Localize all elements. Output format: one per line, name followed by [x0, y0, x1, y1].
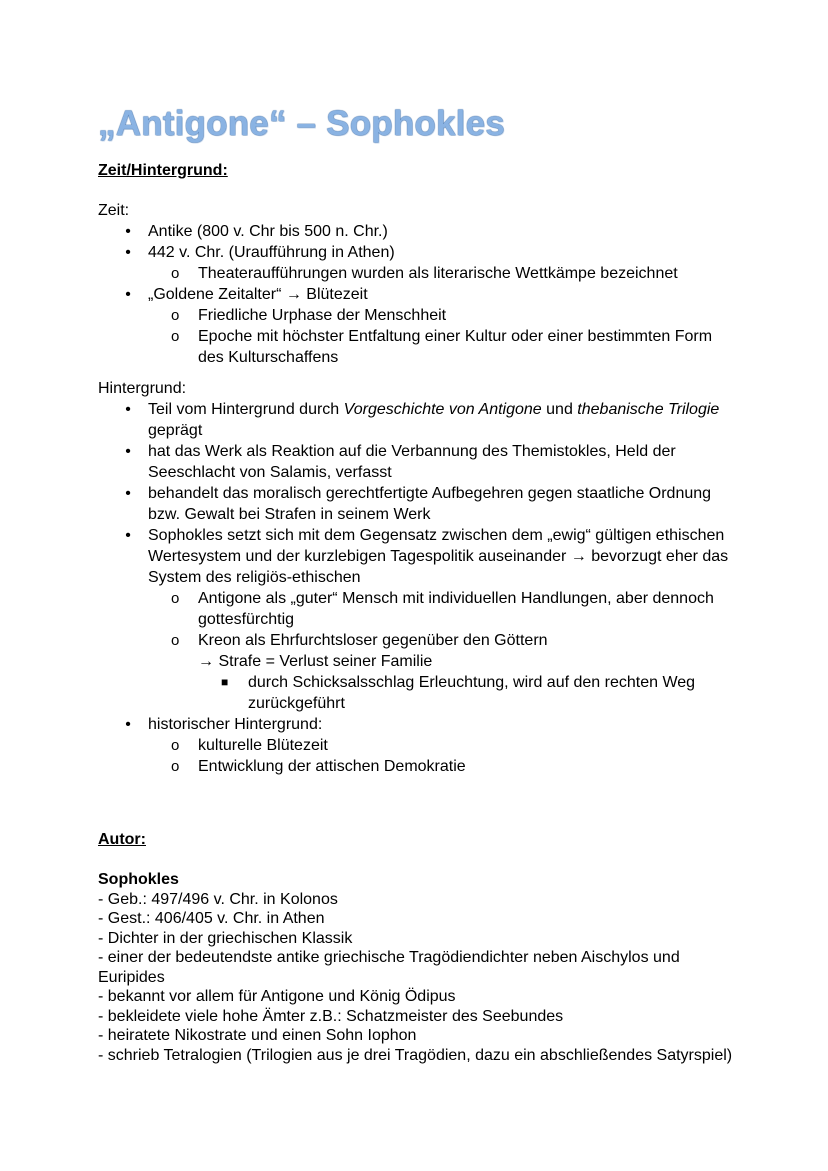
bullet-icon: • — [125, 223, 131, 240]
list-item: • Antike (800 v. Chr bis 500 n. Chr.) — [98, 221, 738, 242]
list-item: • Teil vom Hintergrund durch Vorgeschichte von Antigone und thebanische Trilogie geprägt — [98, 399, 738, 441]
circle-bullet-icon: o — [171, 758, 180, 775]
bullet-icon: • — [125, 716, 131, 733]
heading-autor: Autor: — [98, 831, 146, 848]
author-line: - Gest.: 406/405 v. Chr. in Athen — [98, 910, 325, 927]
hintergrund-list — [98, 399, 738, 777]
circle-bullet-icon: o — [171, 328, 180, 345]
list-item: • hat das Werk als Reaktion auf die Verbannung des Themistokles, Held der Seeschlacht von Salamis, verfasst — [98, 441, 738, 483]
label-hintergrund: Hintergrund: — [98, 380, 187, 397]
bullet-icon: • — [125, 443, 131, 460]
list-item-continuation: → Strafe = Verlust seiner Familie — [198, 653, 433, 670]
list-item: o Kreon als Ehrfurchtsloser gegenüber den Göttern — [171, 632, 548, 649]
document-title: „Antigone“ – Sophokles — [98, 104, 505, 143]
author-line: - bekleidete viele hohe Ämter z.B.: Schatzmeister des Seebundes — [98, 1007, 564, 1025]
list-item: • Sophokles setzt sich mit dem Gegensatz zwischen dem „ewig“ gültigen ethischen Wertesystem und der kurzlebigen Tagespolitik auseinander → bevorzugt eher das System des religiös-ethischen — [98, 525, 738, 588]
bullet-icon: • — [125, 401, 131, 418]
circle-bullet-icon: o — [171, 632, 180, 649]
author-line: - bekannt vor allem für Antigone und König Ödipus — [98, 988, 456, 1005]
square-bullet-icon: ■ — [221, 675, 229, 689]
author-name: Sophokles — [98, 871, 179, 888]
author-line: - schrieb Tetralogien (Trilogien aus je drei Tragödien, dazu ein abschließendes Satyrspiel) — [98, 1046, 733, 1064]
circle-bullet-icon: o — [171, 265, 180, 282]
circle-bullet-icon: o — [171, 307, 180, 324]
list-item: • „Goldene Zeitalter“ → Blütezeit — [98, 284, 738, 305]
bullet-icon: • — [125, 527, 131, 544]
document-page — [98, 100, 738, 1065]
list-item: o Theateraufführungen wurden als literarische Wettkämpe bezeichnet — [171, 265, 678, 282]
circle-bullet-icon: o — [171, 737, 180, 754]
list-item: • behandelt das moralisch gerechtfertigte Aufbegehren gegen staatliche Ordnung bzw. Gewalt bei Strafen in seinem Werk — [98, 483, 738, 525]
list-item: o kulturelle Blütezeit — [171, 737, 328, 754]
list-item: o Antigone als „guter“ Mensch mit individuellen Handlungen, aber dennoch gottesfürchtig — [171, 590, 714, 628]
list-item: o Entwicklung der attischen Demokratie — [171, 758, 466, 775]
author-line: - einer der bedeutendste antike griechische Tragödiendichter neben Aischylos und Euripides — [98, 949, 680, 986]
circle-bullet-icon: o — [171, 590, 180, 607]
label-zeit: Zeit: — [98, 202, 130, 219]
list-item: o Epoche mit höchster Entfaltung einer Kultur oder einer bestimmten Form des Kulturschaffens — [171, 328, 713, 366]
bullet-icon: • — [125, 244, 131, 261]
author-line: - heiratete Nikostrate und einen Sohn Iophon — [98, 1027, 417, 1044]
list-item: ■ durch Schicksalsschlag Erleuchtung, wird auf den rechten Weg zurückgeführt — [221, 674, 696, 712]
author-line: - Dichter in der griechischen Klassik — [98, 929, 353, 947]
bullet-icon: • — [125, 286, 131, 303]
list-item: • 442 v. Chr. (Uraufführung in Athen) — [98, 242, 738, 263]
heading-zeit-hintergrund: Zeit/Hintergrund: — [98, 162, 228, 179]
list-item: o Friedliche Urphase der Menschheit — [171, 307, 447, 324]
zeit-list — [98, 221, 738, 368]
author-line: - Geb.: 497/496 v. Chr. in Kolonos — [98, 890, 338, 908]
list-item: • historischer Hintergrund: — [98, 714, 738, 735]
bullet-icon: • — [125, 485, 131, 502]
